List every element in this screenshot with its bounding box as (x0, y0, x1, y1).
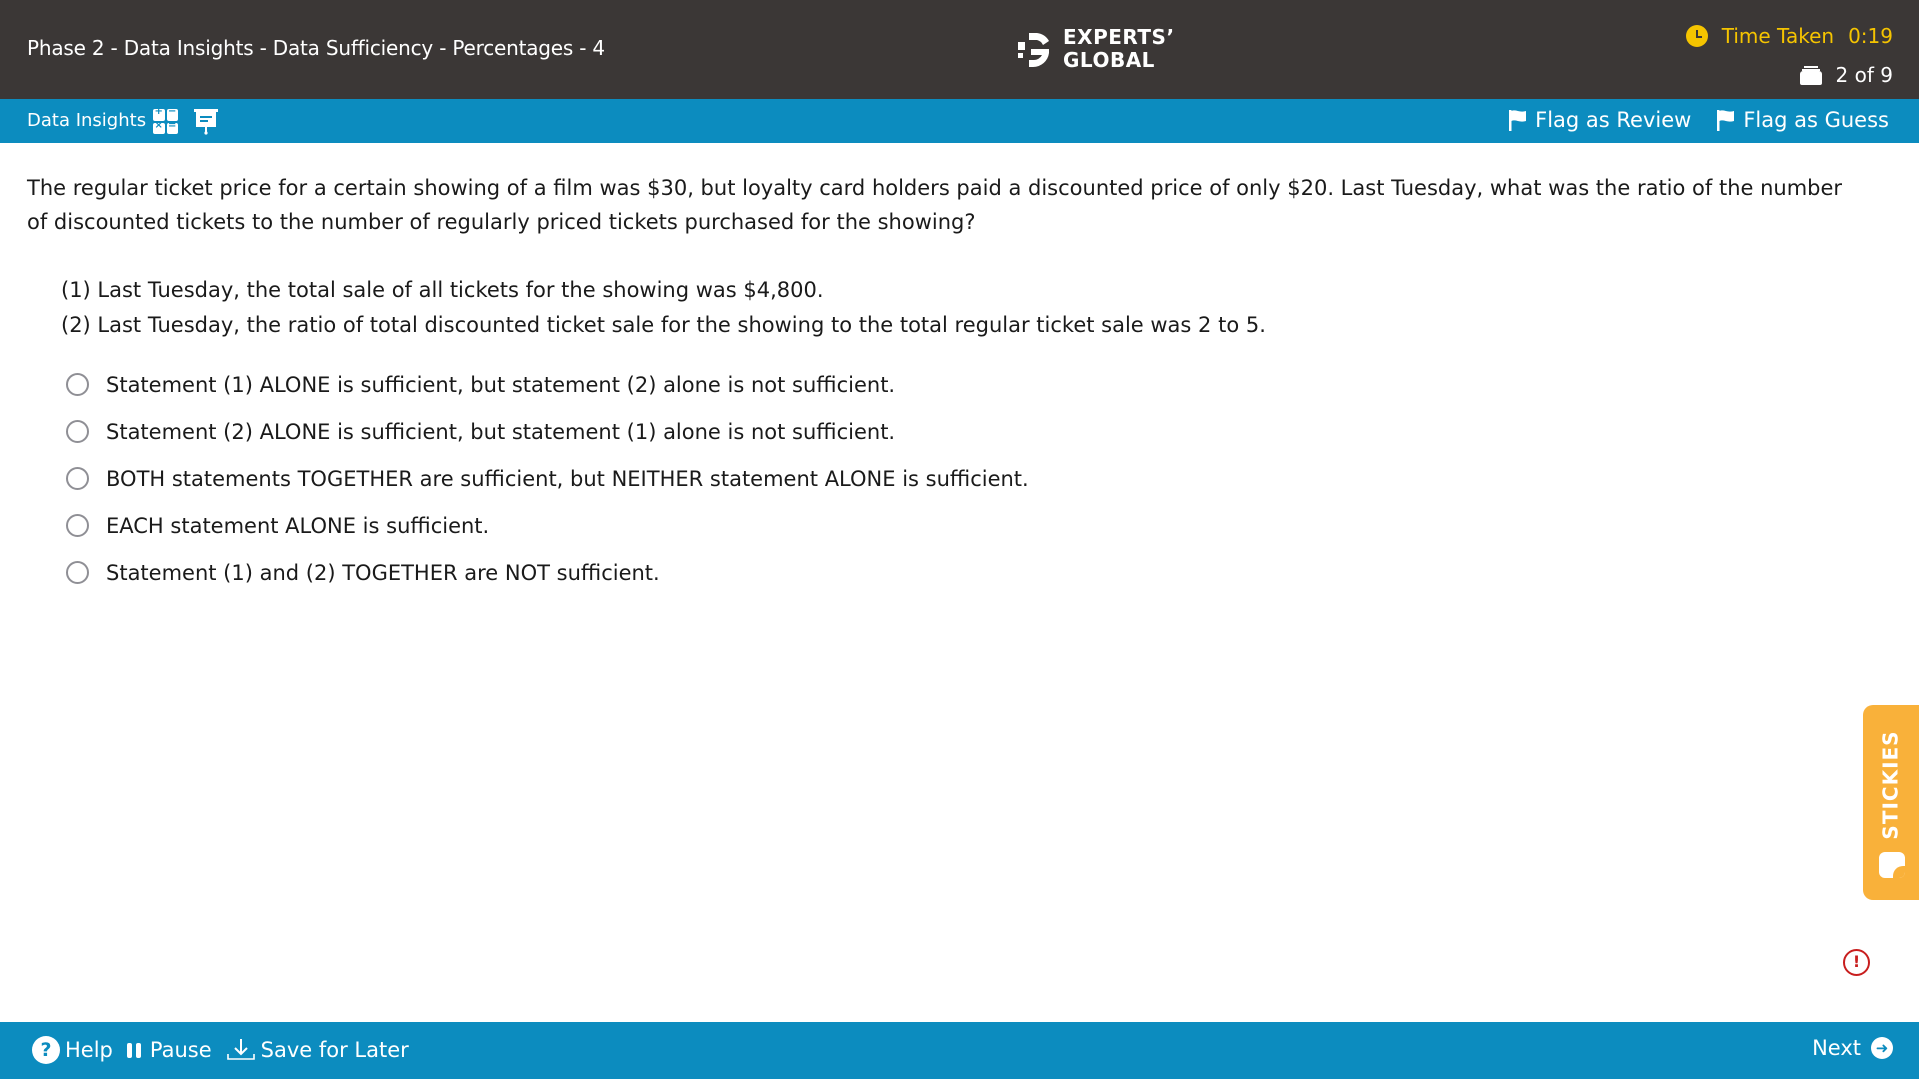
save-for-later-button[interactable] (226, 1037, 409, 1063)
answer-choice-label: Statement (1) ALONE is sufficient, but statement (2) alone is not sufficient. (106, 372, 896, 397)
pause-icon (127, 1043, 141, 1058)
answer-choice-label: BOTH statements TOGETHER are sufficient, but NEITHER statement ALONE is sufficient. (106, 466, 1029, 491)
answer-choice-e[interactable] (66, 549, 1029, 596)
flag-as-guess-button[interactable] (1717, 108, 1889, 132)
stickies-tab[interactable] (1863, 705, 1919, 900)
answer-choice-b[interactable] (66, 408, 1029, 455)
answer-choice-label: Statement (1) and (2) TOGETHER are NOT sufficient. (106, 560, 660, 585)
next-label: Next (1812, 1036, 1861, 1060)
answer-choice-label: EACH statement ALONE is sufficient. (106, 513, 490, 538)
radio-button[interactable] (66, 373, 89, 396)
stickies-label: STICKIES (1879, 730, 1904, 840)
question-progress: 2 of 9 (1835, 63, 1893, 87)
flag-as-review-label: Flag as Review (1535, 108, 1692, 132)
logo-mark-icon (1015, 29, 1053, 69)
statement-1: (1) Last Tuesday, the total sale of all tickets for the showing was $4,800. (61, 278, 824, 302)
help-label: Help (65, 1038, 113, 1062)
answer-choice-c[interactable] (66, 455, 1029, 502)
arrow-right-icon: ➜ (1871, 1037, 1893, 1059)
answer-choice-label: Statement (2) ALONE is sufficient, but statement (1) alone is not sufficient. (106, 419, 896, 444)
section-label: Data Insights (27, 110, 147, 131)
download-icon (226, 1037, 256, 1063)
experts-global-logo (1015, 26, 1175, 72)
answer-choices (66, 361, 1029, 596)
statements (61, 273, 1266, 343)
page-title: Phase 2 - Data Insights - Data Sufficiency - Percentages - 4 (27, 36, 605, 60)
help-button[interactable] (32, 1036, 113, 1064)
pause-label: Pause (149, 1038, 212, 1062)
question-stem: The regular ticket price for a certain showing of a film was $30, but loyalty card holders paid a discounted price of only $20. Last Tuesday, what was the ratio of the number of discounted tickets to the number of regularly priced tickets purchased for the showing? (27, 176, 1843, 234)
sticky-note-icon (1879, 852, 1905, 878)
flag-icon (1509, 109, 1527, 131)
pause-button[interactable] (127, 1038, 212, 1062)
answer-choice-a[interactable] (66, 361, 1029, 408)
whiteboard-icon[interactable] (194, 109, 218, 135)
radio-button[interactable] (66, 561, 89, 584)
help-icon: ? (32, 1036, 60, 1064)
flag-as-guess-label: Flag as Guess (1743, 108, 1889, 132)
footer-bar (0, 1022, 1919, 1079)
logo-line-2: GLOBAL (1063, 48, 1155, 72)
question-counter (1800, 63, 1893, 87)
radio-button[interactable] (66, 467, 89, 490)
radio-button[interactable] (66, 420, 89, 443)
calculator-icon[interactable] (153, 109, 178, 134)
logo-line-1: EXPERTS’ (1063, 25, 1175, 49)
radio-button[interactable] (66, 514, 89, 537)
clock-icon (1686, 25, 1708, 47)
statement-2: (2) Last Tuesday, the ratio of total discounted ticket sale for the showing to the total regular ticket sale was 2 to 5. (61, 313, 1266, 337)
answer-choice-d[interactable] (66, 502, 1029, 549)
time-taken (1686, 24, 1893, 48)
top-bar (0, 0, 1919, 99)
section-bar (0, 99, 1919, 143)
flag-icon (1717, 109, 1735, 131)
save-for-later-label: Save for Later (260, 1038, 409, 1062)
time-taken-label: Time Taken (1721, 24, 1835, 48)
report-error-icon[interactable]: ! (1843, 949, 1870, 976)
stack-icon (1800, 65, 1822, 85)
next-button[interactable] (1812, 1036, 1893, 1060)
time-taken-value: 0:19 (1848, 24, 1893, 48)
flag-as-review-button[interactable] (1509, 108, 1691, 132)
